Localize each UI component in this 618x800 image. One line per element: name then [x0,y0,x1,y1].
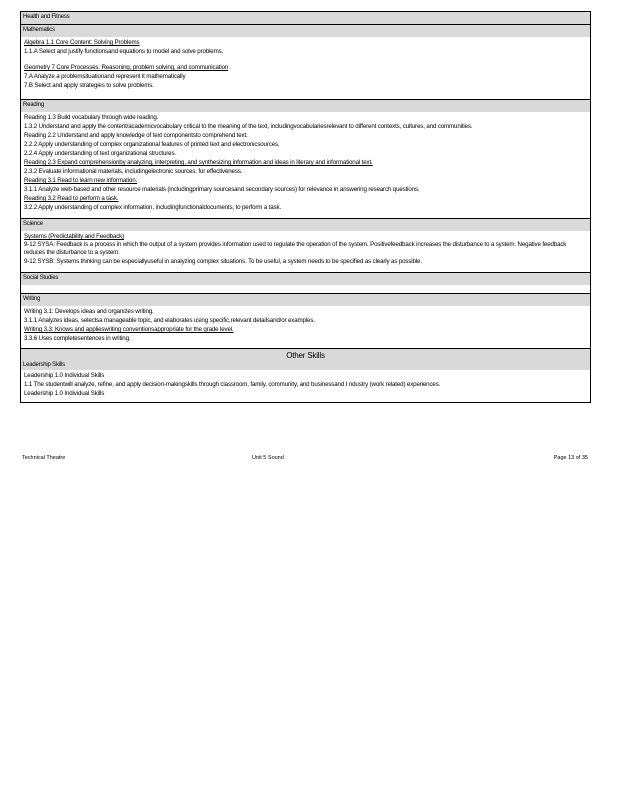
science-standard-item: 9-12 SYSA: Feedback is a process in which the output of a system provides information used to regulate the operation of the system. Positivefeedback increases the disturbance to a system. Negative feedback reduces the disturbance to a system. [24,241,567,256]
mathematics-heading: Mathematics [20,24,590,37]
math-standard-item: 1.1.A Select and justify functionsand equations to model and solve problems. [24,48,224,55]
science-section [20,231,590,272]
math-standard-item: 7.A Analyze a problemsituationand represent it mathematically [24,73,186,80]
science-standard-item: 9-12 SYSB: Systems thinking can be especiallyuseful in analyzing complex situations. To be useful, a system needs to be specified as clearly as possible. [24,258,422,265]
other-skills-heading: Other Skills [20,348,590,361]
writing-section [20,306,590,348]
writing-standard-item: 3.1.1 Analyzes ideas, selectsa manageable topic, and elaborates using specific,relevant detailsand/or examples. [24,317,315,324]
reading-section [20,112,590,218]
reading-standard-item: 3.2.2 Apply understanding of complex information, includingfunctionaldocuments, to perform a task. [24,204,282,211]
reading-standard-item: 2.2.4 Apply understanding of text organizational structures. [24,150,176,157]
math-standard-title: Geometry 7 Core Processes: Reasoning, problem solving, and communication [24,64,229,71]
leadership-standard-title: Leadership 1.0 Individual Skills [24,372,105,379]
writing-standard-title: Writing 3.3: Knows and applieswriting conventionsappropriate for the grade level. [24,326,234,333]
writing-heading: Writing [20,293,590,306]
health-fitness-heading: Health and Fitness [20,11,590,24]
reading-standard-title: Reading 2.3 Expand comprehensionby analyzing, interpreting, and synthesizing information and ideas in literary and informational text. [24,159,373,166]
social-studies-heading: Social Studies [20,272,590,285]
science-standard-title: Systems (Predictability and Feedback) [24,233,125,240]
reading-standard-title: Reading 3.2 Read to perform a task. [24,195,119,202]
reading-heading: Reading [20,99,590,112]
science-heading: Science [20,218,590,231]
writing-standard-item: 3.3.6 Uses completesentences in writing. [24,335,131,342]
reading-standard-item: 2.2.2 Apply understanding of complex organizational features of printed text and electronicsources. [24,141,280,148]
reading-standard-item: 1.3.2 Understand and apply the content/academicvocabulary critical to the meaning of the text, includingvocabulariesrelevant to different contexts, cultures, and communities. [24,123,473,130]
footer-unit-title: Unit 5 Sound [252,455,284,461]
writing-standard-title: Writing 3.1: Develops ideas and organizes writing. [24,308,154,315]
reading-standard-title: Reading 2.2 Understand and apply knowledge of text componentsto comprehend text. [24,132,248,139]
reading-standard-item: 3.1.1 Analyze web-based and other resource materials (includingprimary sourcesand secondary sources) for relevance in answering research questions. [24,186,420,193]
math-standard-item: 7.B Select and apply strategies to solve problems. [24,82,154,89]
mathematics-section [20,37,590,99]
other-skills-section [20,370,590,402]
reading-standard-title: Reading 1.3 Build vocabulary through wide reading. [24,114,159,121]
leadership-skills-heading: Leadership Skills [20,361,590,370]
leadership-standard-title: Leadership 1.0 Individual Skills [24,390,105,397]
footer-page-number: Page 13 of 35 [553,455,588,461]
standards-table [20,11,591,403]
reading-standard-title: Reading 3.1 Read to learn new information. [24,177,138,184]
math-standard-title: Algebra 1.1 Core Content: Solving Problems [24,39,140,46]
footer-course-title: Technical Theatre [22,455,66,461]
reading-standard-item: 2.3.2 Evaluate informational materials, includingelectronic sources, for effectiveness. [24,168,243,175]
leadership-standard-item: 1.1 The studentwill analyze, refine, and apply decision-makingskills through classroom, family, community, and businessand I ndustry (work related) experiences. [24,381,441,388]
social-studies-section [20,285,590,293]
